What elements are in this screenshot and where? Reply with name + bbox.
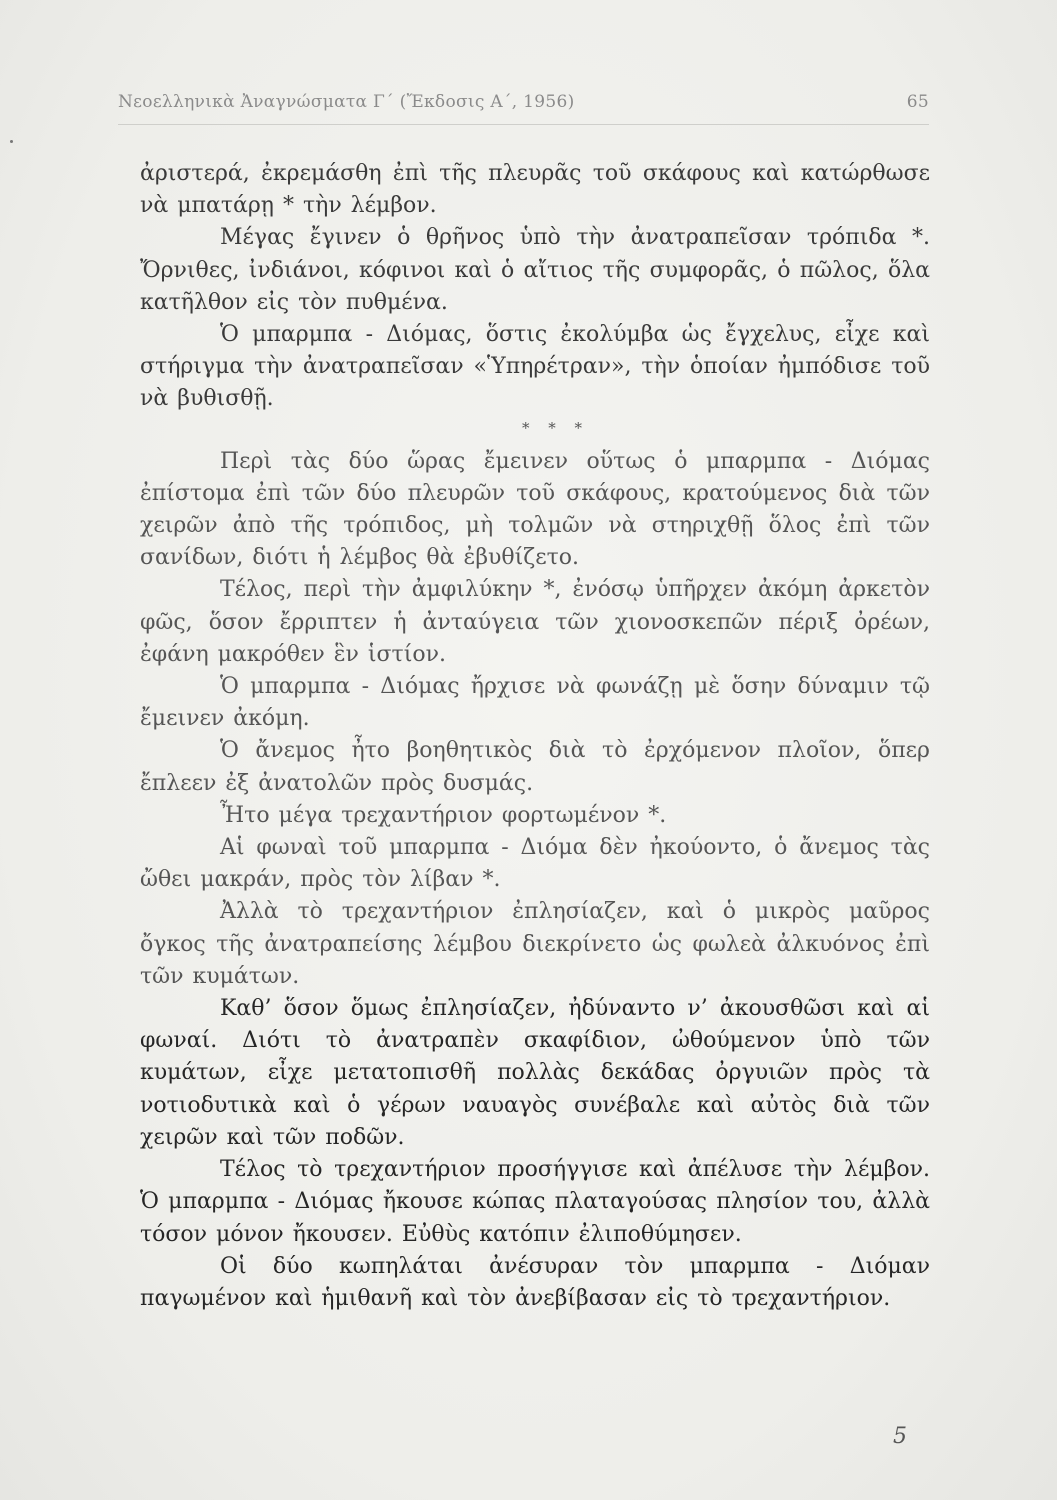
paragraph: Ὁ μπαρμπα - Διόμας, ὅστις ἐκολύμβα ὡς ἔγχελυς, εἶχε καὶ στήριγμα τὴν ἀνατραπεῖσαν «Ὑπηρέτραν», τὴν ὁποίαν ἠμπόδισε τοῦ νὰ βυθισθῇ. xyxy=(140,322,930,412)
paragraph: Αἱ φωναὶ τοῦ μπαρμπα - Διόμα δὲν ἠκούοντο, ὁ ἄνεμος τὰς ὤθει μακράν, πρὸς τὸν λίβαν *. xyxy=(140,835,930,893)
paragraph: Τέλος τὸ τρεχαντήριον προσήγγισε καὶ ἀπέλυσε τὴν λέμβον. Ὁ μπαρμπα - Διόμας ἤκουσε κώπας πλαταγούσας πλησίον του, ἀλλὰ τόσον μόνον ἤκουσεν. Εὐθὺς κατόπιν ἐλιποθύμησεν. xyxy=(140,1157,930,1247)
paragraph: Τέλος, περὶ τὴν ἀμφιλύκην *, ἐνόσῳ ὑπῆρχεν ἀκόμη ἀρκετὸν φῶς, ὅσον ἔρριπτεν ἡ ἀνταύγεια τῶν χιονοσκεπῶν πέριξ ὀρέων, ἐφάνη μακρόθεν ἓν ἱστίον. xyxy=(140,577,930,667)
paragraph: Ἦτο μέγα τρεχαντήριον φορτωμένον *. xyxy=(220,802,667,828)
paragraph: Οἱ δύο κωπηλάται ἀνέσυραν τὸν μπαρμπα - Διόμαν παγωμένον καὶ ἡμιθανῆ καὶ τὸν ἀνεβίβασαν εἰς τὸ τρεχαντήριον. xyxy=(140,1253,930,1311)
margin-dot xyxy=(10,140,13,143)
paragraph: ἀριστερά, ἐκρεμάσθη ἐπὶ τῆς πλευρᾶς τοῦ σκάφους καὶ κατώρθωσε νὰ μπατάρῃ * τὴν λέμβον. xyxy=(140,161,930,219)
paragraph: Μέγας ἔγινεν ὁ θρῆνος ὑπὸ τὴν ἀνατραπεῖσαν τρόπιδα *. Ὄρνιθες, ἰνδιάνοι, κόφινοι καὶ ὁ αἴτιος τῆς συμφορᾶς, ὁ πῶλος, ὅλα κατῆλθον εἰς τὸν πυθμένα. xyxy=(140,225,930,315)
page-number: 65 xyxy=(906,92,929,112)
paragraph: Περὶ τὰς δύο ὥρας ἔμεινεν οὕτως ὁ μπαρμπα - Διόμας ἐπίστομα ἐπὶ τῶν δύο πλευρῶν τοῦ σκάφους, κρατούμενος διὰ τῶν χειρῶν ἀπὸ τῆς τρόπιδος, μὴ τολμῶν νὰ στηριχθῇ ὅλος ἐπὶ τῶν σανίδων, διότι ἡ λέμβος θὰ ἐβυθίζετο. xyxy=(140,448,930,571)
page-header xyxy=(118,92,929,122)
paragraph: Ὁ μπαρμπα - Διόμας ἤρχισε νὰ φωνάζῃ μὲ ὅσην δύναμιν τῷ ἔμεινεν ἀκόμη. xyxy=(140,674,930,732)
paragraph: Καθ’ ὅσον ὅμως ἐπλησίαζεν, ἠδύναντο ν’ ἀκουσθῶσι καὶ αἱ φωναί. Διότι τὸ ἀνατραπὲν σκαφίδιον, ὠθούμενον ὑπὸ τῶν κυμάτων, εἶχε μετατοπισθῆ πολλὰς δεκάδας ὀργυιῶν πρὸς τὰ νοτιοδυτικὰ καὶ ὁ γέρων ναυαγὸς συνέβαλε καὶ αὐτὸς διὰ τῶν χειρῶν καὶ τῶν ποδῶν. xyxy=(140,996,930,1150)
section-break: * * * xyxy=(521,418,589,437)
paragraph: Ἀλλὰ τὸ τρεχαντήριον ἐπλησίαζεν, καὶ ὁ μικρὸς μαῦρος ὄγκος τῆς ἀνατραπείσης λέμβου διεκρίνετο ὡς φωλεὰ ἀλκυόνος ἐπὶ τῶν κυμάτων. xyxy=(140,899,930,989)
signature-mark: 5 xyxy=(893,1424,907,1449)
header-rule xyxy=(118,124,929,125)
running-title: Νεοελληνικὰ Ἀναγνώσματα Γ΄ (Ἔκδοσις Α΄, 1956) xyxy=(118,92,575,112)
body-text xyxy=(140,158,930,1315)
paragraph: Ὁ ἄνεμος ἦτο βοηθητικὸς διὰ τὸ ἐρχόμενον πλοῖον, ὅπερ ἔπλεεν ἐξ ἀνατολῶν πρὸς δυσμάς. xyxy=(140,738,930,796)
